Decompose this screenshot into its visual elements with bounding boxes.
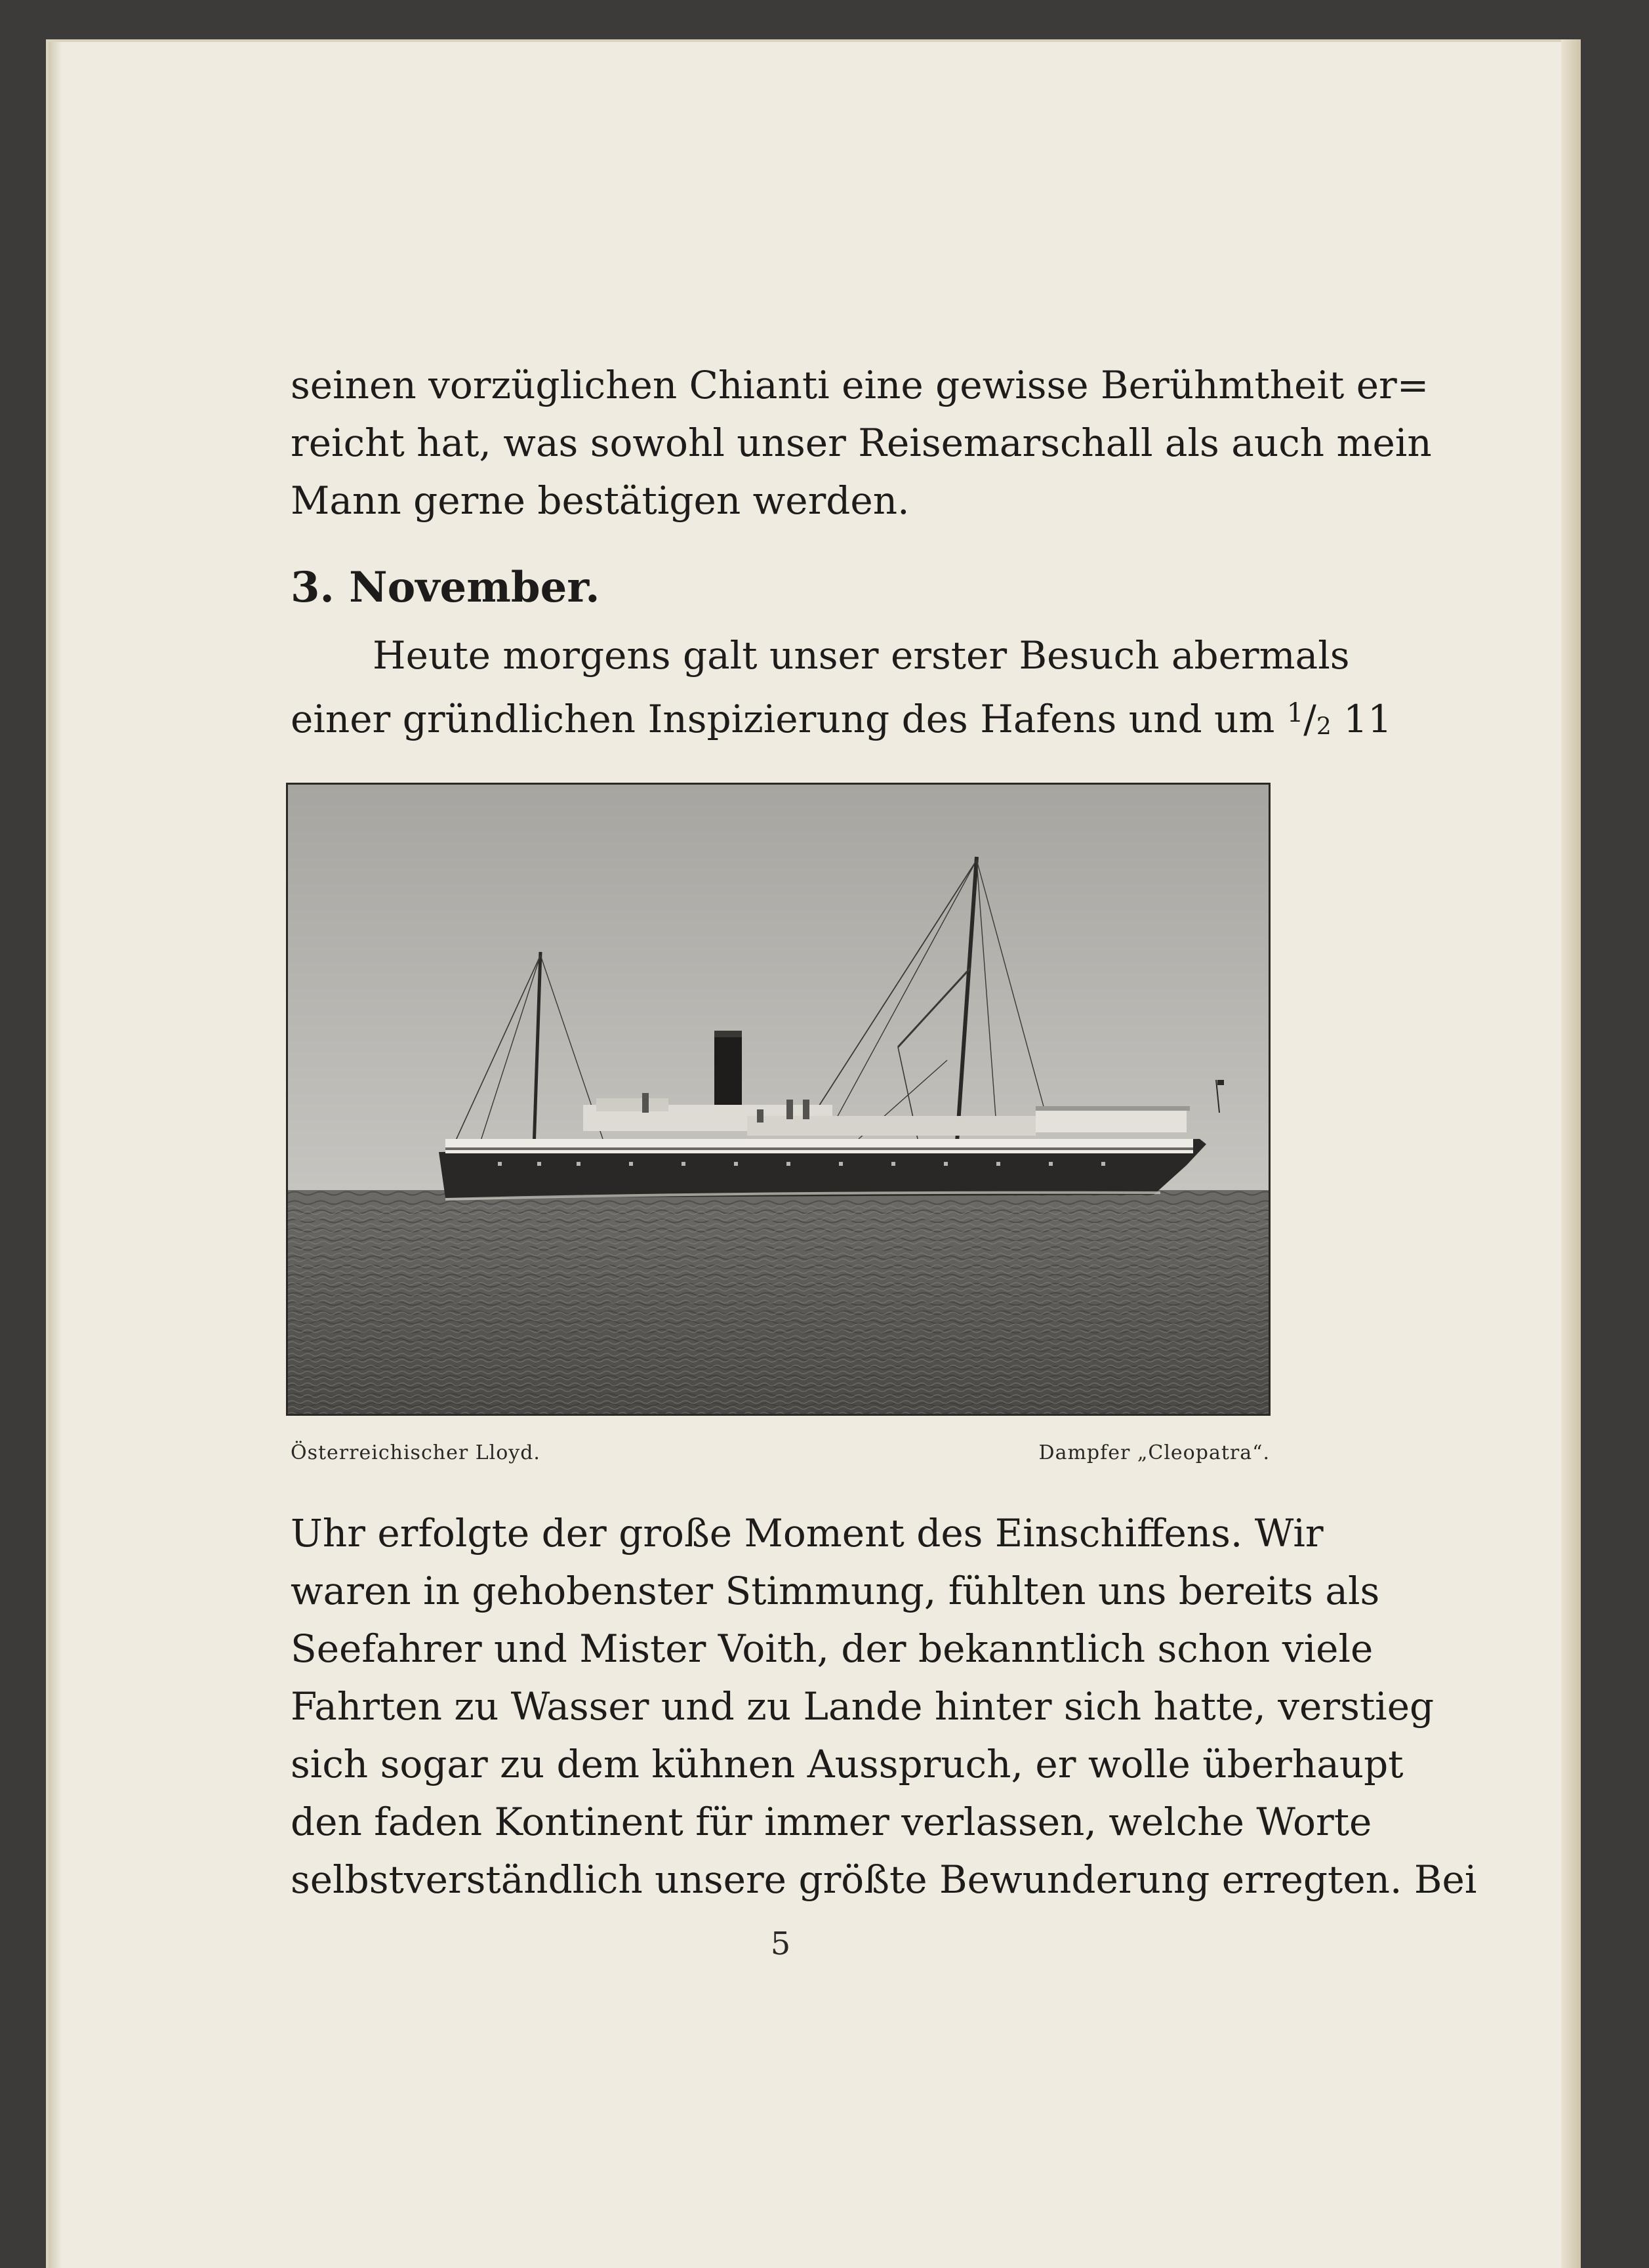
- caption-left: Österreichischer Lloyd.: [291, 1441, 540, 1464]
- caption-right: Dampfer „Cleopatra“.: [1038, 1441, 1270, 1464]
- page-edge: [1561, 39, 1581, 2268]
- second-paragraph: [291, 627, 1392, 756]
- text-segment: 11: [1343, 697, 1392, 741]
- fraction-numerator: 1: [1286, 698, 1304, 728]
- text-line: den faden Kontinent für immer verlassen, welche Worte: [291, 1800, 1372, 1844]
- page-number: 5: [770, 1926, 791, 1962]
- text-line: Seefahrer und Mister Voith, der bekanntlich schon viele: [291, 1626, 1374, 1671]
- fraction-slash: /: [1303, 697, 1316, 741]
- text-line: reicht hat, was sowohl unser Reisemarschall als auch mein: [291, 421, 1432, 465]
- text-line: seinen vorzüglichen Chianti eine gewisse Berühmtheit er=: [291, 363, 1429, 407]
- text-line: waren in gehobenster Stimmung, fühlten uns bereits als: [291, 1569, 1380, 1613]
- top-paragraph: [291, 356, 1432, 529]
- text-line: Uhr erfolgte der große Moment des Einschiffens. Wir: [291, 1511, 1324, 1556]
- section-heading: 3. November.: [291, 563, 600, 612]
- steamship-photo: [286, 783, 1271, 1416]
- bottom-paragraph: [291, 1504, 1477, 1908]
- text-line-with-fraction: [291, 684, 1392, 756]
- text-line: selbstverständlich unsere größte Bewunderung erregten. Bei: [291, 1857, 1477, 1902]
- fraction-denominator: 2: [1316, 713, 1332, 741]
- steamship-photo-icon: [288, 785, 1269, 1414]
- text-line: Mann gerne bestätigen werden.: [291, 478, 910, 523]
- page-spine: [49, 42, 62, 2268]
- text-line: sich sogar zu dem kühnen Ausspruch, er wolle überhaupt: [291, 1742, 1404, 1786]
- text-segment: einer gründlichen Inspizierung des Hafens und um: [291, 697, 1275, 741]
- text-line: Fahrten zu Wasser und zu Lande hinter sich hatte, verstieg: [291, 1684, 1435, 1729]
- text-line: Heute morgens galt unser erster Besuch abermals: [373, 633, 1350, 678]
- fraction: [1287, 697, 1392, 741]
